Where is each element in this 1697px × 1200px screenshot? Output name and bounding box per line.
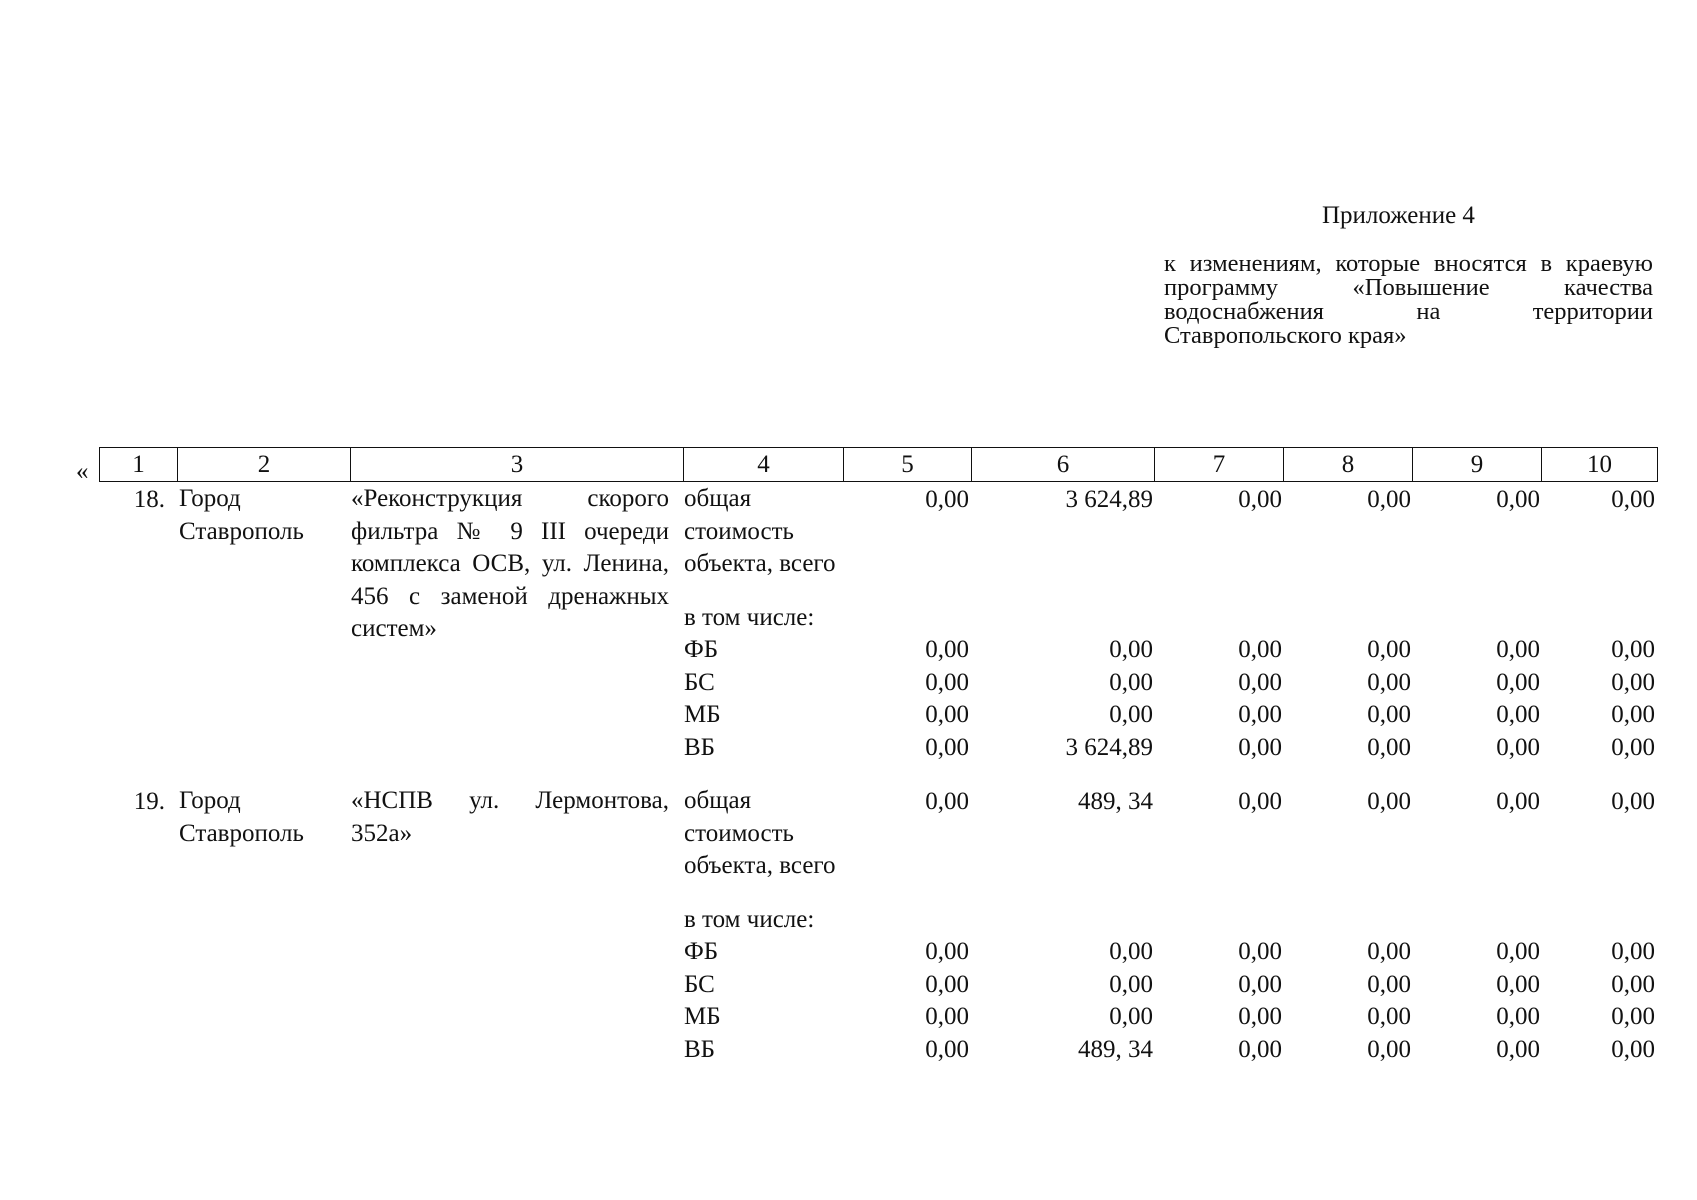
column-number: 4 [684,448,844,482]
column-number: 8 [1284,448,1413,482]
row-number: 19. [133,788,165,815]
funding-source-value: 0,00 [1367,970,1411,998]
funding-source-value: 0,00 [925,1003,969,1030]
funding-source-value: 0,00 [1367,733,1411,761]
funding-source-value: 0,00 [1367,701,1411,728]
total-cost-value: 0,00 [1496,486,1540,513]
funding-source-value: 0,00 [925,701,969,728]
funding-source-value: 0,00 [1238,1003,1282,1030]
total-cost-value: 0,00 [1611,486,1655,513]
funding-source-value: 0,00 [1611,668,1655,696]
column-number: 6 [972,448,1155,482]
object-name: «Реконструкция скорого фильтра № 9 III очереди комплекса ОСВ, ул. Ленина, 456 с заменой дренажных систем» [351,485,669,642]
including-label: в том числе: [684,906,815,933]
funding-source-label: БС [684,970,715,998]
funding-source-value: 0,00 [1611,1003,1655,1030]
total-cost-value: 0,00 [1367,486,1411,513]
funding-source-value: 0,00 [1238,733,1282,761]
funding-source-value: 489, 34 [1078,1035,1153,1063]
total-cost-value: 0,00 [925,486,969,513]
funding-source-value: 0,00 [1367,938,1411,965]
funding-source-value: 0,00 [1496,1035,1540,1063]
municipality-name: Город Ставрополь [179,787,304,847]
funding-source-value: 0,00 [925,668,969,696]
funding-source-value: 0,00 [1611,970,1655,998]
funding-source-value: 0,00 [1367,636,1411,663]
column-number: 10 [1542,448,1658,482]
funding-source-value: 0,00 [1238,636,1282,663]
funding-source-value: 0,00 [1109,970,1153,998]
funding-source-value: 0,00 [1496,1003,1540,1030]
funding-source-value: 0,00 [1109,701,1153,728]
row-number: 18. [133,486,165,513]
funding-source-label: ФБ [684,938,719,965]
column-number: 1 [100,448,178,482]
funding-source-value: 0,00 [925,938,969,965]
funding-source-value: 0,00 [1611,636,1655,663]
funding-source-value: 0,00 [925,733,969,761]
total-cost-value: 0,00 [1238,486,1282,513]
column-number-header [99,447,1658,482]
total-cost-label: общая стоимость объекта, всего [684,787,836,879]
funding-source-value: 0,00 [1496,733,1540,761]
funding-source-label: МБ [684,701,721,728]
funding-source-value: 0,00 [925,970,969,998]
funding-source-value: 0,00 [925,1035,969,1063]
including-label: в том числе: [684,604,815,631]
funding-source-label: ВБ [684,1035,716,1063]
total-cost-value: 3 624,89 [1065,486,1153,513]
total-cost-value: 0,00 [925,788,969,815]
column-number: 2 [178,448,351,482]
funding-source-label: МБ [684,1003,721,1030]
funding-source-value: 0,00 [1611,733,1655,761]
opening-quote-mark: « [76,458,89,485]
column-number: 9 [1413,448,1542,482]
funding-source-value: 0,00 [1109,938,1153,965]
funding-source-value: 0,00 [1109,668,1153,696]
funding-source-value: 3 624,89 [1065,733,1153,761]
funding-source-value: 0,00 [925,636,969,663]
funding-source-value: 0,00 [1611,938,1655,965]
column-number: 5 [844,448,972,482]
funding-source-value: 0,00 [1238,668,1282,696]
object-name: «НСПВ ул. Лермонтова, 352а» [351,787,669,847]
funding-source-value: 0,00 [1367,1003,1411,1030]
funding-source-value: 0,00 [1109,636,1153,663]
column-number: 7 [1155,448,1284,482]
funding-source-value: 0,00 [1496,668,1540,696]
total-cost-value: 489, 34 [1078,788,1153,815]
funding-source-label: ФБ [684,636,719,663]
column-number: 3 [351,448,684,482]
funding-source-value: 0,00 [1238,938,1282,965]
funding-source-value: 0,00 [1496,636,1540,663]
funding-source-label: БС [684,668,715,696]
funding-source-value: 0,00 [1611,1035,1655,1063]
total-cost-value: 0,00 [1496,788,1540,815]
total-cost-value: 0,00 [1238,788,1282,815]
funding-source-value: 0,00 [1496,970,1540,998]
total-cost-label: общая стоимость объекта, всего [684,485,836,577]
total-cost-value: 0,00 [1611,788,1655,815]
funding-source-value: 0,00 [1238,701,1282,728]
funding-source-value: 0,00 [1367,1035,1411,1063]
appendix-subtitle: к изменениям, которые вносятся в краевую программу «Повышение качества водоснабжения на территории Ставропольского края» [1164,250,1653,349]
funding-source-value: 0,00 [1109,1003,1153,1030]
funding-source-value: 0,00 [1496,938,1540,965]
funding-source-value: 0,00 [1238,1035,1282,1063]
funding-source-value: 0,00 [1367,668,1411,696]
municipality-name: Город Ставрополь [179,485,304,545]
funding-source-value: 0,00 [1238,970,1282,998]
funding-source-value: 0,00 [1496,701,1540,728]
appendix-title: Приложение 4 [1322,202,1475,229]
funding-source-label: ВБ [684,733,716,761]
funding-source-value: 0,00 [1611,701,1655,728]
total-cost-value: 0,00 [1367,788,1411,815]
